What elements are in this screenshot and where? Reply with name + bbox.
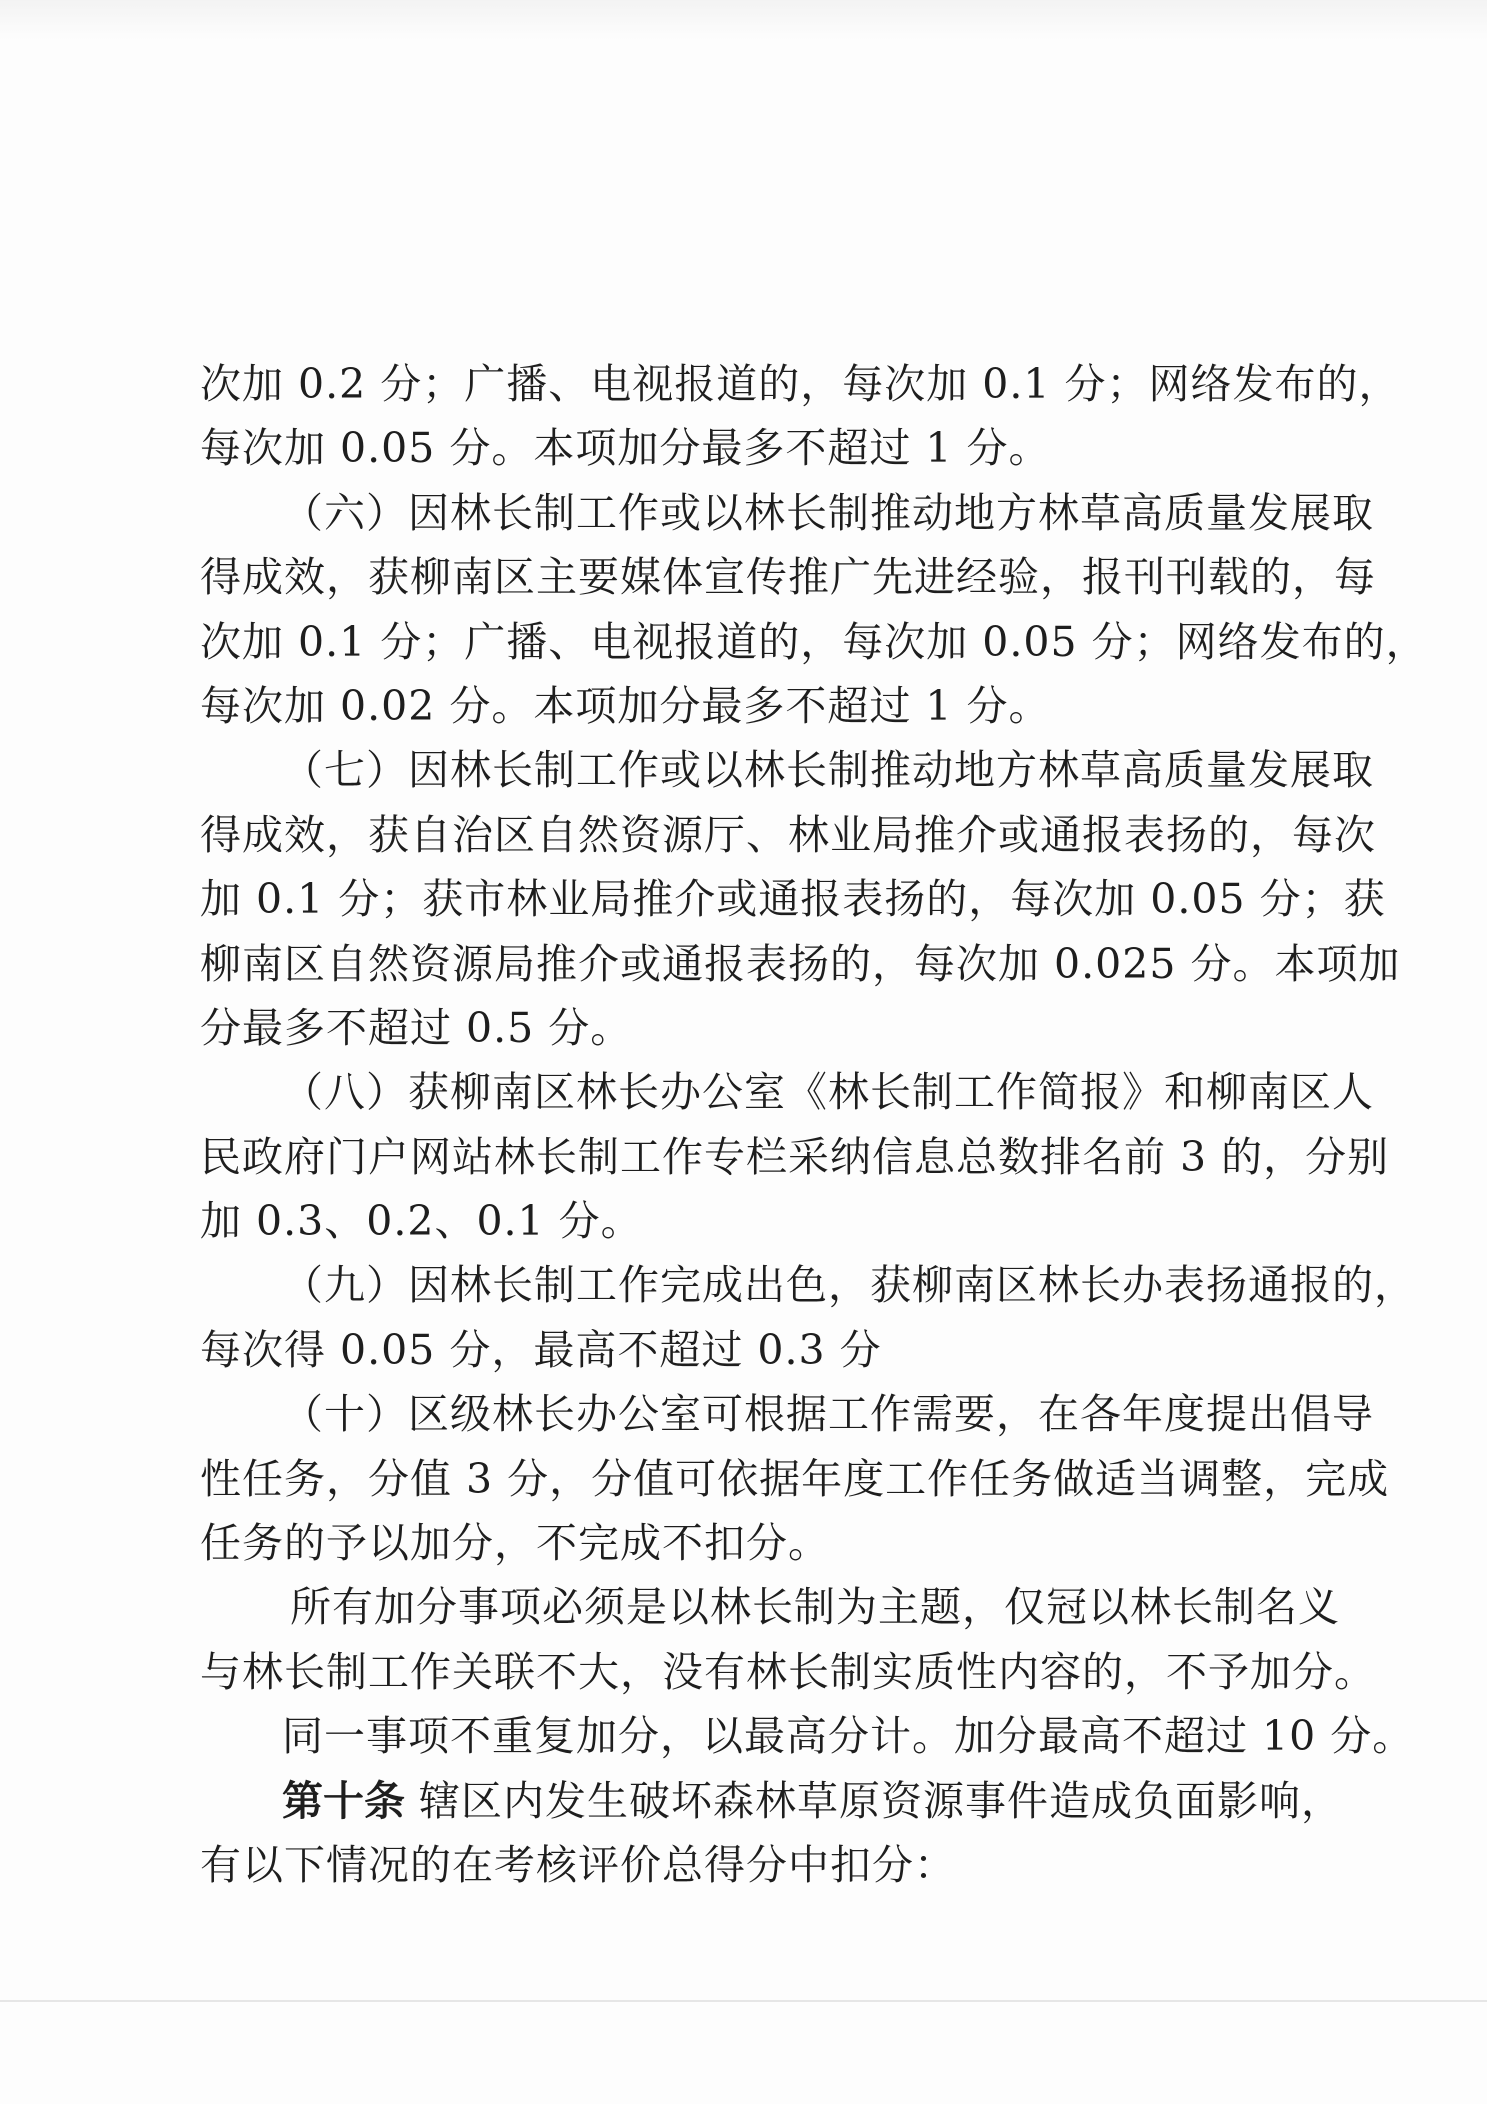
article-text: 辖区内发生破坏森林草原资源事件造成负面影响，	[419, 1776, 1344, 1825]
body-line: 柳南区自然资源局推介或通报表扬的，每次加 0.025 分。本项加	[200, 939, 1401, 988]
body-line: 得成效，获柳南区主要媒体宣传推广先进经验，报刊刊载的，每	[200, 553, 1376, 602]
body-line: 性任务，分值 3 分，分值可依据年度工作任务做适当调整，完成	[200, 1454, 1390, 1503]
article-label: 第十条	[282, 1776, 405, 1825]
body-line: 次加 0.2 分；广播、电视报道的，每次加 0.1 分；网络发布的，	[200, 360, 1401, 408]
body-line: 每次得 0.05 分，最高不超过 0.3 分	[200, 1325, 882, 1374]
scan-shadow-top	[0, 0, 1487, 40]
document-body	[200, 352, 1428, 1897]
body-line: 得成效，获自治区自然资源厅、林业局推介或通报表扬的，每次	[200, 810, 1376, 859]
body-line: （八）获柳南区林长办公室《林长制工作简报》和柳南区人	[282, 1068, 1374, 1117]
body-line: 与林长制工作关联不大，没有林长制实质性内容的，不予加分。	[200, 1647, 1376, 1696]
body-line: （七）因林长制工作或以林长制推动地方林草高质量发展取	[282, 746, 1374, 795]
body-line: 次加 0.1 分；广播、电视报道的，每次加 0.05 分；网络发布的，	[200, 617, 1428, 666]
body-line: 有以下情况的在考核评价总得分中扣分：	[200, 1840, 956, 1889]
body-line: 加 0.1 分；获市林业局推介或通报表扬的，每次加 0.05 分；获	[200, 875, 1386, 924]
body-line: 民政府门户网站林长制工作专栏采纳信息总数排名前 3 的，分别	[200, 1132, 1390, 1181]
body-line: （六）因林长制工作或以林长制推动地方林草高质量发展取	[282, 488, 1374, 537]
body-line: （九）因林长制工作完成出色，获柳南区林长办表扬通报的，	[282, 1261, 1416, 1310]
body-line: 所有加分事项必须是以林长制为主题，仅冠以林长制名义	[290, 1583, 1340, 1632]
body-line: 同一事项不重复加分，以最高分计。加分最高不超过 10 分。	[282, 1712, 1415, 1761]
body-line: 加 0.3、0.2、0.1 分。	[200, 1197, 643, 1246]
article-line	[200, 1769, 1344, 1833]
body-line: 每次加 0.05 分。本项加分最多不超过 1 分。	[200, 424, 1051, 473]
body-line: 每次加 0.02 分。本项加分最多不超过 1 分。	[200, 681, 1051, 730]
scan-edge-line	[0, 2000, 1487, 2002]
body-line: （十）区级林长办公室可根据工作需要，在各年度提出倡导	[282, 1390, 1374, 1439]
body-line: 分最多不超过 0.5 分。	[200, 1003, 633, 1052]
body-line: 任务的予以加分，不完成不扣分。	[200, 1519, 830, 1568]
